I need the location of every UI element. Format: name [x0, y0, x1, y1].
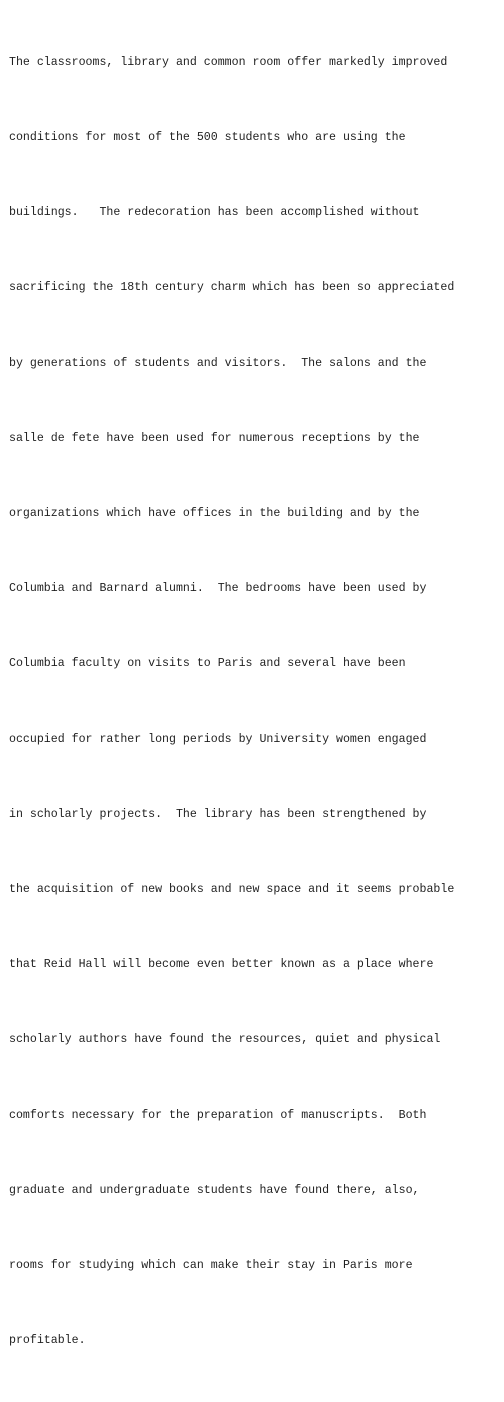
text-line-12: the acquisition of new books and new space and it seems probable: [9, 883, 455, 897]
text-line-6: salle de fete have been used for numerous receptions by the: [9, 431, 420, 445]
text-line-1: The classrooms, library and common room offer markedly improved: [9, 55, 448, 69]
text-line-14: scholarly authors have found the resources, quiet and physical: [9, 1033, 441, 1047]
text-line-8: Columbia and Barnard alumni. The bedrooms have been used by: [9, 582, 427, 596]
text-line-9: Columbia faculty on visits to Paris and several have been: [9, 657, 406, 671]
text-line-16: graduate and undergraduate students have found there, also,: [9, 1183, 420, 1197]
text-line-3: buildings. The redecoration has been accomplished without: [9, 206, 420, 220]
text-line-10: occupied for rather long periods by University women engaged: [9, 732, 427, 746]
text-line-7: organizations which have offices in the building and by the: [9, 507, 420, 521]
text-line-2: conditions for most of the 500 students who are using the: [9, 131, 406, 145]
text-line-11: in scholarly projects. The library has been strengthened by: [9, 807, 427, 821]
text-line-15: comforts necessary for the preparation of manuscripts. Both: [9, 1108, 427, 1122]
text-line-4: sacrificing the 18th century charm which has been so appreciated: [9, 281, 455, 295]
typewritten-paragraph: [9, 0, 501, 1402]
text-line-18: profitable.: [9, 1334, 86, 1348]
text-line-17: rooms for studying which can make their stay in Paris more: [9, 1259, 413, 1273]
text-line-5: by generations of students and visitors. The salons and the: [9, 356, 427, 370]
text-line-13: that Reid Hall will become even better known as a place where: [9, 958, 434, 972]
